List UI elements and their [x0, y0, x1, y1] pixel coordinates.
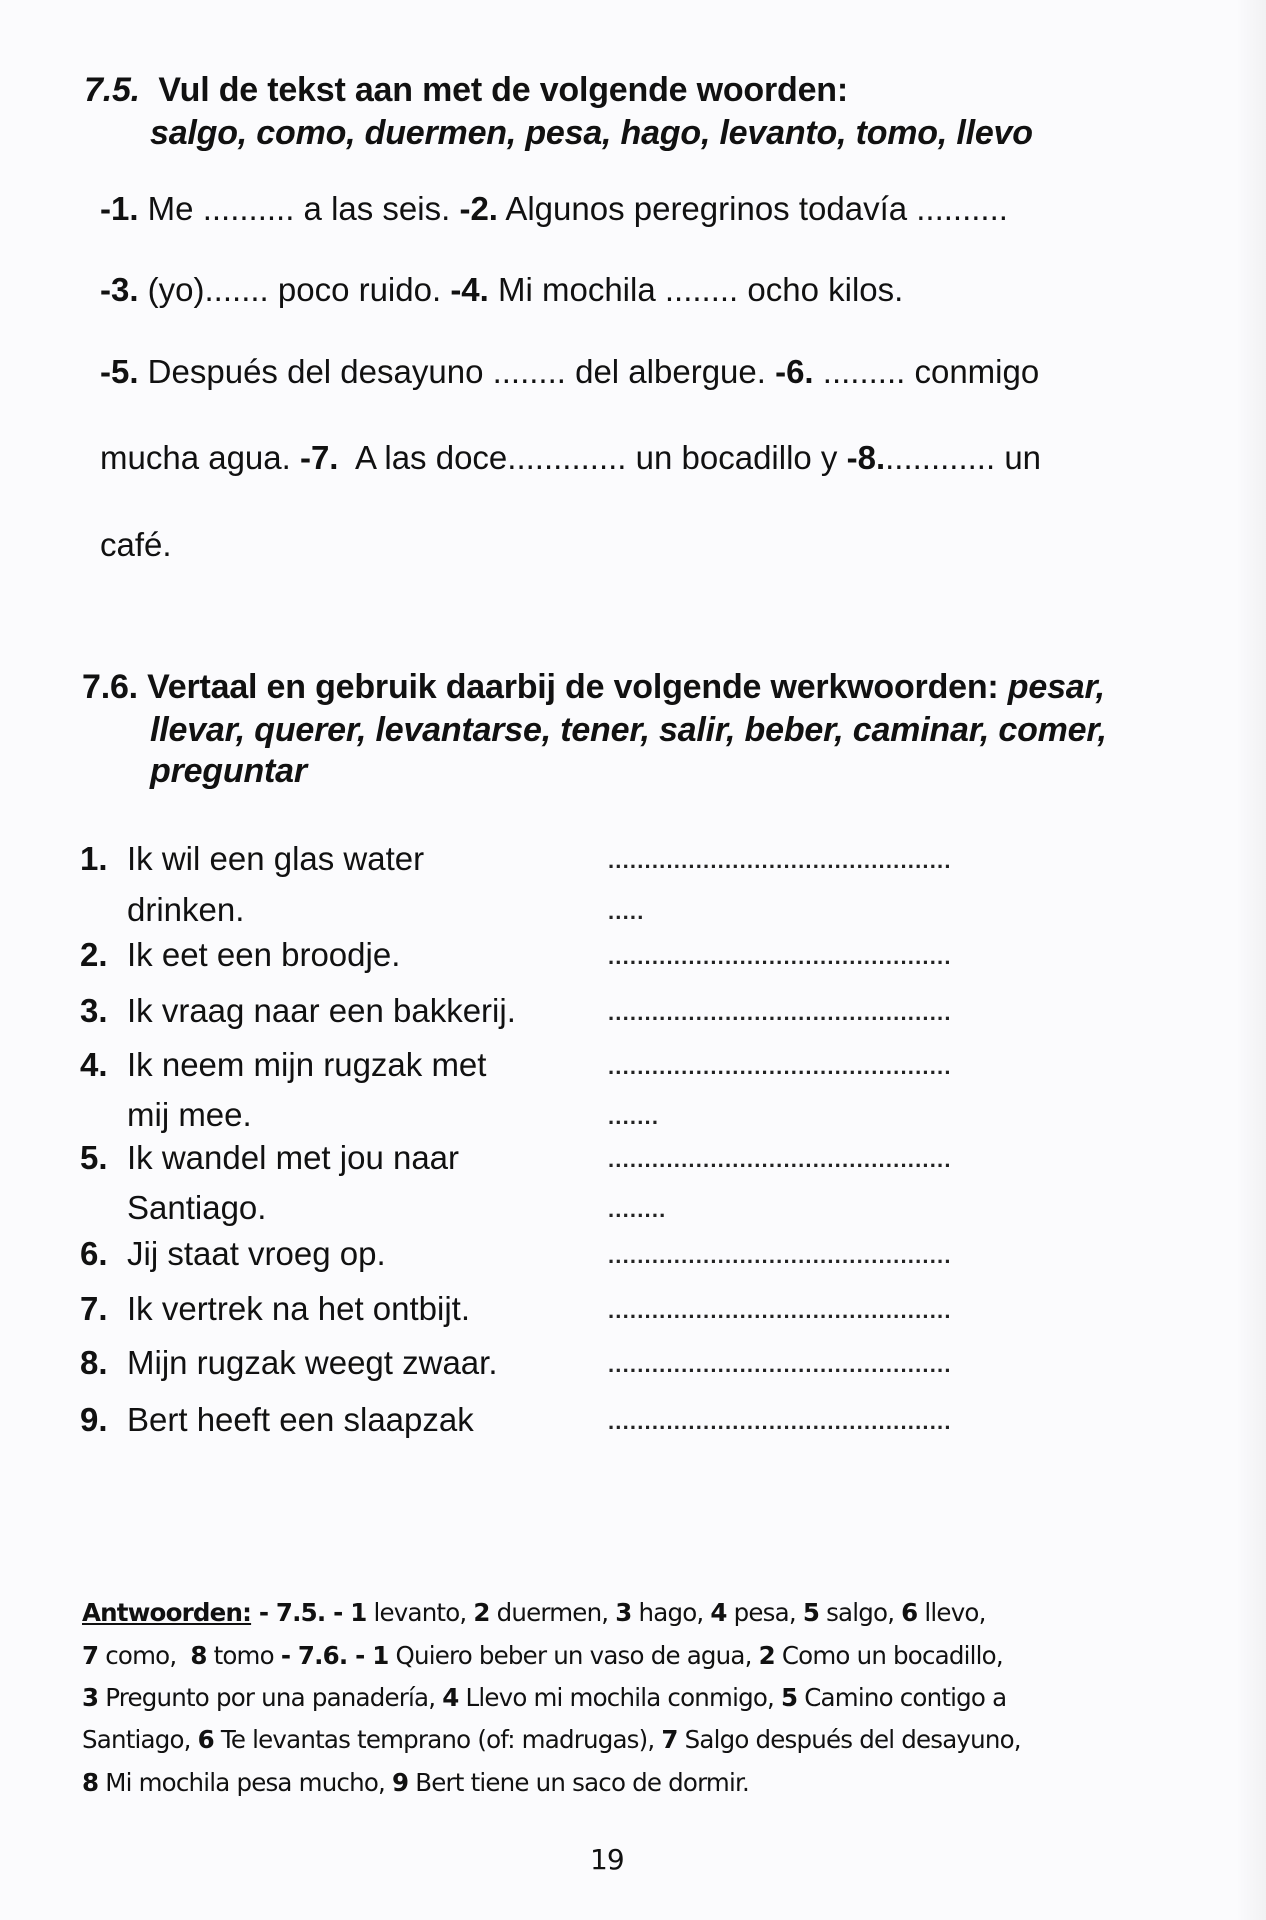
- item-sentence: Ik wandel met jou naar: [127, 1139, 460, 1176]
- bold-run: - 7.6. - 1: [280, 1641, 389, 1670]
- text-run: A las doce............. un bocadillo y: [338, 439, 847, 476]
- answers-line: [82, 1768, 749, 1797]
- text-run: ............ un: [885, 439, 1042, 476]
- item-sentence: Jij staat vroeg op.: [127, 1235, 386, 1272]
- text-run: Después del desayuno ........ del albergue.: [138, 353, 776, 390]
- bold-run: 4: [442, 1683, 459, 1712]
- bold-run: 6: [197, 1725, 214, 1754]
- bold-run: 7: [661, 1725, 678, 1754]
- verb-list-end: preguntar: [150, 752, 307, 790]
- answer-blank: ........: [608, 1197, 667, 1222]
- item-sentence: Ik neem mijn rugzak met: [127, 1046, 487, 1083]
- text-run: hago,: [631, 1598, 711, 1627]
- answers-text: [251, 1598, 985, 1627]
- bold-run: 5: [781, 1683, 798, 1712]
- text-run: Mi mochila pesa mucho,: [98, 1768, 392, 1797]
- text-run: Pregunto por una panadería,: [98, 1683, 443, 1712]
- exercise-instruction: Vul de tekst aan met de volgende woorden:: [158, 71, 848, 109]
- page-number: 19: [590, 1843, 624, 1876]
- text-run: ......... conmigo: [813, 353, 1040, 390]
- bold-run: 2: [758, 1641, 775, 1670]
- bold-run: -3.: [100, 271, 139, 308]
- answer-blank: ...............................................: [608, 1243, 952, 1268]
- text-run: Quiero beber un vaso de agua,: [388, 1641, 759, 1670]
- item-sentence: mij mee.: [127, 1096, 252, 1133]
- bold-run: 8: [82, 1768, 99, 1797]
- bold-run: 6: [901, 1598, 918, 1627]
- answer-blank: ...............................................: [608, 1000, 952, 1025]
- text-run: tomo: [206, 1641, 281, 1670]
- text-run: Llevo mi mochila conmigo,: [458, 1683, 782, 1712]
- bold-run: -2.: [459, 190, 498, 227]
- answer-blank: ...............................................: [608, 1298, 952, 1323]
- exercise-number: 7.5.: [84, 71, 140, 109]
- answer-blank: ...............................................: [608, 1147, 952, 1172]
- exercise-7-6-heading: [82, 668, 1105, 707]
- text-run: duermen,: [489, 1598, 616, 1627]
- bold-run: 7: [82, 1641, 99, 1670]
- fill-in-line: [100, 439, 1041, 477]
- item-sentence: Ik wil een glas water: [127, 840, 425, 877]
- bold-run: 9: [392, 1768, 409, 1797]
- text-run: mucha agua.: [100, 439, 300, 476]
- answers-line: [82, 1725, 1021, 1754]
- item-number: 1.: [80, 840, 108, 877]
- exercise-number: 7.6.: [82, 668, 138, 706]
- bold-run: 2: [473, 1598, 490, 1627]
- item-sentence: Bert heeft een slaapzak: [127, 1401, 474, 1438]
- verb-list-start: pesar,: [1007, 668, 1105, 706]
- fill-in-line: [100, 353, 1039, 391]
- answer-blank: .......: [608, 1104, 660, 1129]
- text-run: como,: [98, 1641, 191, 1670]
- text-run: Algunos peregrinos todavía ..........: [497, 190, 1008, 227]
- item-sentence: Mijn rugzak weegt zwaar.: [127, 1344, 498, 1381]
- item-sentence: Ik vertrek na het ontbijt.: [127, 1290, 471, 1327]
- answers-line: [82, 1598, 986, 1627]
- verb-list: llevar, querer, levantarse, tener, salir, beber, caminar, comer,: [150, 711, 1107, 749]
- answers-label: Antwoorden:: [82, 1598, 252, 1627]
- answer-blank: ...............................................: [608, 1054, 952, 1079]
- answer-blank: ...............................................: [608, 848, 952, 873]
- item-number: 6.: [80, 1235, 108, 1272]
- answer-blank: ...............................................: [608, 944, 952, 969]
- text-run: Camino contigo a: [797, 1683, 1007, 1712]
- page-edge-shadow: [1236, 0, 1266, 1920]
- bold-run: -1.: [100, 190, 139, 227]
- answer-blank: ...............................................: [608, 1352, 952, 1377]
- item-number: 2.: [80, 936, 108, 973]
- text-run: Santiago,: [82, 1725, 198, 1754]
- answer-blank: .....: [608, 899, 645, 924]
- item-number: 8.: [80, 1344, 108, 1381]
- text-run: Mi mochila ........ ocho kilos.: [488, 271, 904, 308]
- item-number: 3.: [80, 992, 108, 1029]
- bold-run: -7.: [299, 439, 339, 476]
- item-sentence: Ik vraag naar een bakkerij.: [127, 992, 516, 1029]
- text-run: Salgo después del desayuno,: [677, 1725, 1021, 1754]
- fill-in-line: [100, 271, 903, 309]
- item-number: 7.: [80, 1290, 108, 1327]
- text-run: llevo,: [917, 1598, 986, 1627]
- bold-run: 8: [190, 1641, 207, 1670]
- text-run: Como un bocadillo,: [774, 1641, 1003, 1670]
- fill-in-line: [100, 526, 172, 564]
- text-run: pesa,: [726, 1598, 803, 1627]
- item-number: 5.: [80, 1139, 108, 1176]
- bold-run: - 7.5. - 1: [251, 1598, 367, 1627]
- bold-run: -6.: [775, 353, 814, 390]
- exercise-instruction: Vertaal en gebruik daarbij de volgende werkwoorden:: [147, 668, 999, 706]
- bold-run: -4.: [450, 271, 489, 308]
- item-sentence: Ik eet een broodje.: [127, 936, 401, 973]
- bold-run: 3: [615, 1598, 632, 1627]
- bold-run: 3: [82, 1683, 99, 1712]
- item-number: 9.: [80, 1401, 108, 1438]
- bold-run: -8.: [846, 439, 886, 476]
- item-number: 4.: [80, 1046, 108, 1083]
- bold-run: -5.: [100, 353, 139, 390]
- text-run: Me .......... a las seis.: [138, 190, 460, 227]
- bold-run: 4: [710, 1598, 727, 1627]
- item-sentence: Santiago.: [127, 1189, 267, 1226]
- bold-run: 5: [802, 1598, 820, 1627]
- item-sentence: drinken.: [127, 891, 245, 928]
- fill-in-line: [100, 190, 1008, 228]
- text-run: levanto,: [366, 1598, 474, 1627]
- answers-line: [82, 1683, 1006, 1712]
- answer-blank: ...............................................: [608, 1409, 952, 1434]
- text-run: salgo,: [819, 1598, 902, 1627]
- word-bank: salgo, como, duermen, pesa, hago, levanto, tomo, llevo: [150, 114, 1033, 152]
- exercise-7-5-heading: [84, 71, 848, 110]
- answers-line: [82, 1641, 1003, 1670]
- text-run: Te levantas temprano (of: madrugas),: [213, 1725, 662, 1754]
- text-run: café.: [100, 526, 172, 563]
- text-run: (yo)....... poco ruido.: [138, 271, 451, 308]
- text-run: Bert tiene un saco de dormir.: [408, 1768, 750, 1797]
